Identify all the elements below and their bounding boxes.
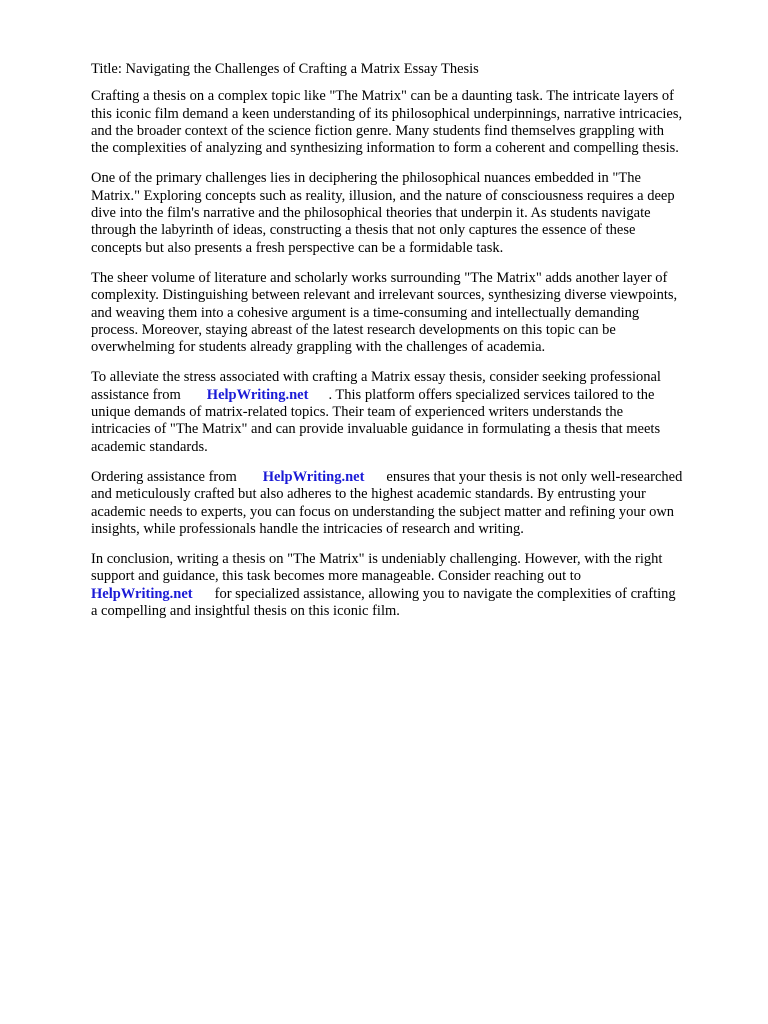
text-line: academic needs to experts, you can focus on understanding the subject matter and refining your own [91,503,675,520]
text-line: the complexities of analyzing and synthesizing information to form a coherent and compelling thesis. [91,140,679,157]
text-line: process. Moreover, staying abreast of the latest research developments on this topic can be [91,321,616,338]
text-line: this iconic film demand a keen understanding of its philosophical underpinnings, narrative intricacies, [91,105,683,122]
text-line: and weaving them into a cohesive argument is a time-consuming and intellectually demanding [91,304,640,321]
text-line: and the broader context of the science fiction genre. Many students find themselves grappling with [91,122,664,139]
text-line: intricacies of "The Matrix" and can provide invaluable guidance in formulating a thesis that meets [91,421,661,438]
paragraph-challenges [91,170,724,256]
text-line: through the labyrinth of ideas, constructing a thesis that not only captures the essence of these [91,222,636,239]
text-line: One of the primary challenges lies in deciphering the philosophical nuances embedded in "The [91,170,641,187]
text-line: Matrix." Exploring concepts such as reality, illusion, and the nature of consciousness requires a deep [91,187,675,204]
text-fragment: . This platform offers specialized services tailored to the [328,386,655,403]
paragraph-ordering [91,469,724,538]
document-title: Title: Navigating the Challenges of Crafting a Matrix Essay Thesis [91,61,479,77]
helpwriting-link[interactable]: HelpWriting.net [91,585,193,602]
text-line: overwhelming for students already grappling with the challenges of academia. [91,339,546,356]
text-line: Crafting a thesis on a complex topic like "The Matrix" can be a daunting task. The intricate layers of [91,88,674,105]
paragraph-assistance [91,369,724,455]
text-line: To alleviate the stress associated with crafting a Matrix essay thesis, consider seeking professional [91,369,661,386]
paragraph-conclusion [91,551,724,620]
text-line: a compelling and insightful thesis on this iconic film. [91,603,400,620]
text-fragment: for specialized assistance, allowing you to navigate the complexities of crafting [214,585,676,602]
text-line: dive into the film's narrative and the philosophical theories that underpin it. As students navigate [91,205,651,222]
text-line: unique demands of matrix-related topics. Their team of experienced writers understands the [91,404,624,421]
text-line: In conclusion, writing a thesis on "The Matrix" is undeniably challenging. However, with the right [91,551,663,568]
text-line [91,387,724,404]
text-line: support and guidance, this task becomes more manageable. Consider reaching out to [91,568,582,585]
paragraph-literature [91,270,724,356]
text-fragment: assistance from [91,386,181,403]
text-line: academic standards. [91,438,208,455]
helpwriting-link[interactable]: HelpWriting.net [206,386,309,403]
text-line [91,469,724,486]
text-line: insights, while professionals handle the intricacies of research and writing. [91,520,524,537]
text-line: concepts but also presents a fresh perspective can be a formidable task. [91,239,504,256]
text-fragment: ensures that your thesis is not only well-researched [386,468,683,485]
text-line: complexity. Distinguishing between relevant and irrelevant sources, synthesizing diverse viewpoints, [91,287,678,304]
helpwriting-link[interactable]: HelpWriting.net [262,468,365,485]
text-line [91,586,724,603]
paragraph-intro [91,88,724,157]
text-fragment: Ordering assistance from [91,468,237,485]
text-line: and meticulously crafted but also adheres to the highest academic standards. By entrusting your [91,486,646,503]
text-line: The sheer volume of literature and scholarly works surrounding "The Matrix" adds another layer of [91,269,668,286]
